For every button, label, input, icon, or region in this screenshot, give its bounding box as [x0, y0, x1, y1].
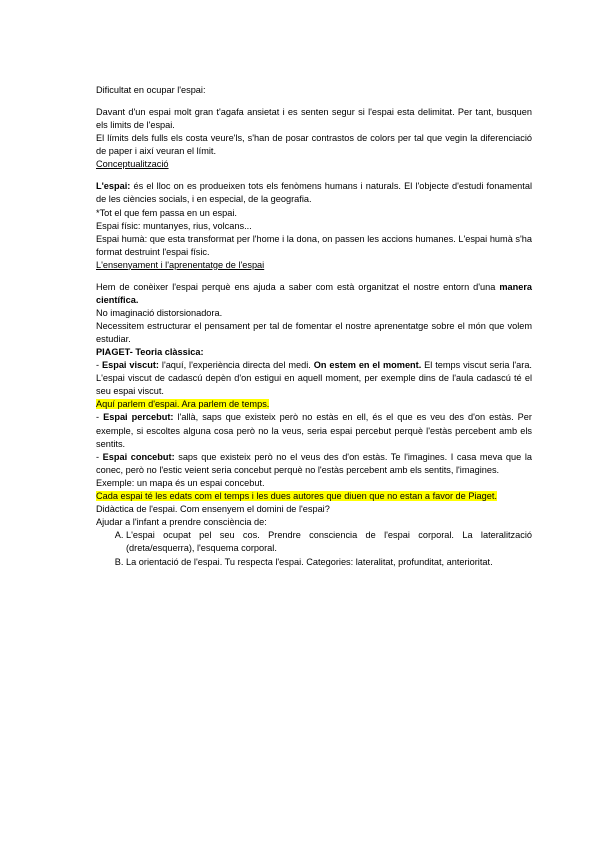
heading-conceptualitzacio: Conceptualització: [96, 159, 169, 170]
paragraph-didactica: Didàctica de l'espai. Com ensenyem el domini de l'espai?: [96, 503, 330, 514]
lespai-text: és el lloc on es produeixen tots els fenòmens humans i naturals. El l'objecte d'estudi fonamental de les ciències socials, i en especial, de la geografia.: [96, 181, 532, 205]
paragraph-limits-fulls: El límits dels fulls els costa veure'ls, s'han de posar contrastos de colors per tal que vegin la diferenciació de paper i així veuran el límit.: [96, 133, 532, 157]
paragraph-ajudar-infant: Ajudar a l'infant a prendre consciència de:: [96, 516, 267, 527]
paragraph-espai-fisic: Espai físic: muntanyes, rius, volcans...: [96, 220, 252, 231]
espai-viscut-label: Espai viscut:: [101, 360, 159, 371]
paragraph-piaget: [96, 346, 532, 359]
highlight-piaget-text: Cada espai té les edats com el temps i les dues autores que diuen que no estan a favor de Piaget.: [96, 490, 497, 501]
espai-concebut-label: Espai concebut:: [102, 451, 175, 462]
paragraph-estructurar: Necessitem estructurar el pensament per tal de fomentar el nostre aprenentatge sobre el món que volem estudiar.: [96, 321, 532, 345]
espai-percebut-dash: -: [96, 412, 104, 423]
espai-viscut-text-2: El temps viscut seria l'ara. L'espai viscut de cadascú depèn d'on estigui en aquell moment, per exemple dins de l'aula cadascú té el seu espai viscut.: [96, 360, 532, 397]
paragraph-lespai: [96, 180, 532, 206]
piaget-rest: - Teoria clàssica:: [129, 347, 204, 358]
list-item: B. La orientació de l'espai. Tu respecta l'espai. Categories: lateralitat, profunditat, anterioritat.: [126, 556, 532, 569]
lespai-label: L'espai:: [96, 181, 131, 192]
espai-viscut-dash: -: [96, 360, 102, 371]
paragraph-espai-huma: Espai humà: que esta transformat per l'home i la dona, on passen les accions humanes. L'espai humà s'ha format destruint l'espai físic.: [96, 233, 532, 257]
paragraph-espai-percebut: [96, 411, 532, 450]
paragraph-ansietat: Davant d'un espai molt gran t'agafa ansietat i es senten segur si l'espai esta delimitat. Per tant, busquen els limits de l'espai.: [96, 107, 532, 131]
paragraph-espai-viscut: [96, 359, 532, 398]
paragraph-coneixer-espai: [96, 281, 532, 307]
list-item: A. L'espai ocupat pel seu cos. Prendre consciencia de l'espai corporal. La lateralització (dreta/esquerra), l'esquema corporal.: [126, 529, 532, 555]
heading-ensenyament: L'ensenyament i l'aprenentatge de l'espai: [96, 259, 265, 270]
list-consciencia: [96, 529, 532, 569]
espai-percebut-label: Espai percebut:: [103, 412, 174, 423]
espai-percebut-text: l'allà, saps que existeix però no estàs en ell, és el que es veu des d'on estàs. Per exemple, si escoltes alguna cosa però no la veus, seria espai percebut perquè l'estàs percebent amb els sentits.: [96, 412, 532, 449]
paragraph-exemple-mapa: Exemple: un mapa és un espai concebut.: [96, 477, 265, 488]
paragraph-espai-concebut: [96, 451, 532, 477]
espai-viscut-bold-2: On estem en el moment.: [313, 360, 422, 371]
piaget-label: PIAGET: [96, 347, 130, 358]
paragraph-imaginacio: No imaginació distorsionadora.: [96, 307, 223, 318]
paragraph-dificultat: Dificultat en ocupar l'espai:: [96, 85, 206, 95]
paragraph-tot-el-que-fem: *Tot el que fem passa en un espai.: [96, 207, 237, 218]
coneixer-bold: manera científica.: [96, 281, 532, 305]
espai-concebut-dash: -: [96, 451, 103, 462]
highlight-temps-text: Aquí parlem d'espai. Ara parlem de temps.: [96, 399, 270, 410]
espai-concebut-text: saps que existeix però no el veus des d'on estàs. Te l'imagines. I casa meva que la conec, però no l'estic veient seria concebut perquè no l'estàs percebent amb els sentits, l'imagines.: [96, 451, 532, 475]
espai-viscut-text-1: l'aquí, l'experiència directa del medi.: [159, 360, 314, 371]
highlight-temps: [96, 398, 532, 411]
coneixer-text: Hem de conèixer l'espai perquè ens ajuda a saber com està organitzat el nostre entorn d'una: [96, 281, 500, 292]
highlight-piaget: [96, 490, 532, 503]
